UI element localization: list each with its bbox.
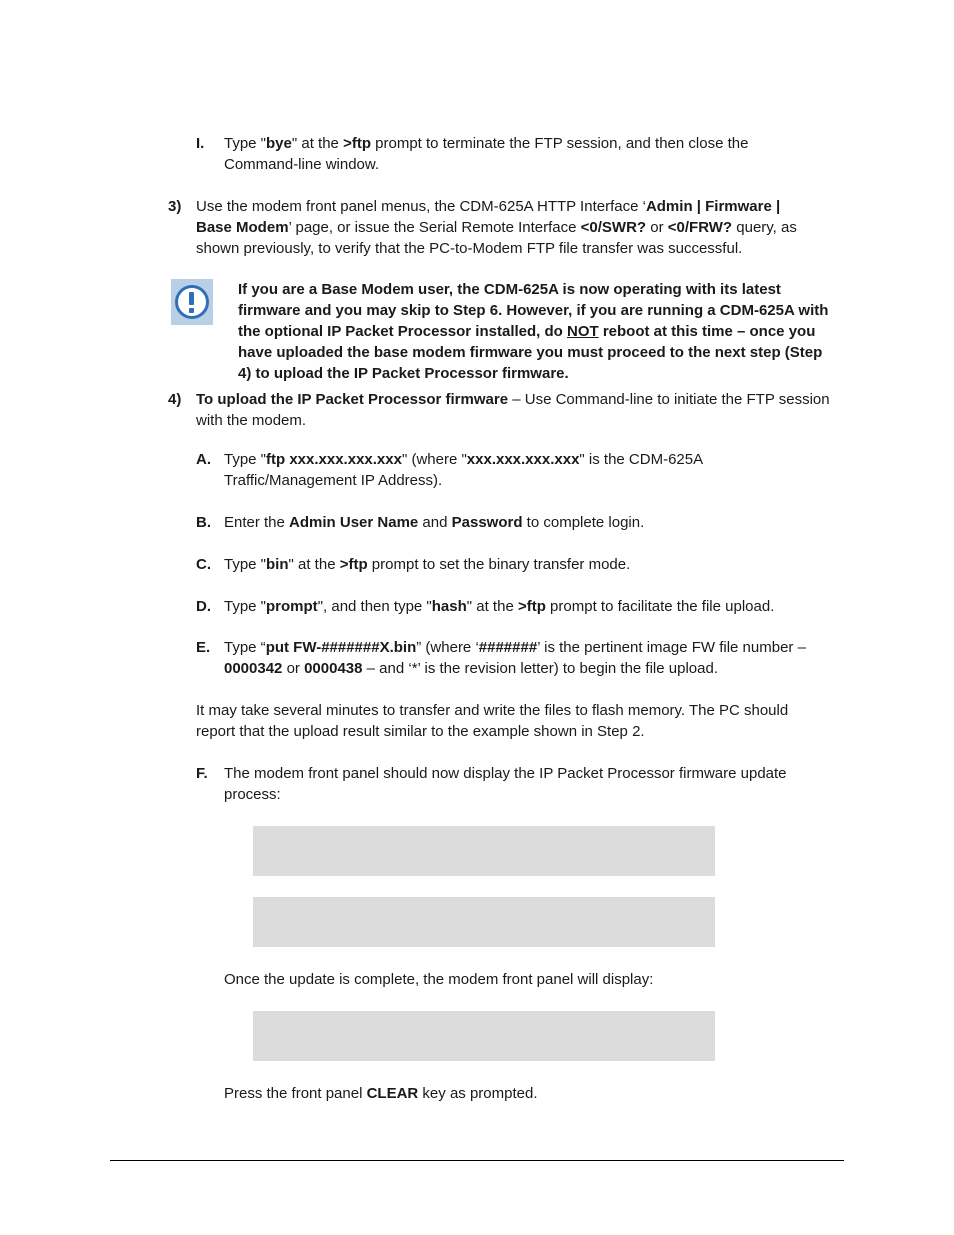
step-c-label: C. bbox=[196, 556, 211, 573]
step-i-text: Type "bye" at the >ftp prompt to terminate the FTP session, and then close the Command-line window. bbox=[224, 135, 749, 173]
step-3-label: 3) bbox=[168, 198, 182, 215]
step-c-text: Type "bin" at the >ftp prompt to set the binary transfer mode. bbox=[224, 556, 631, 573]
step-e-label: E. bbox=[196, 639, 211, 656]
step-f-label: F. bbox=[196, 765, 208, 782]
step-d-text: Type "prompt", and then type "hash" at the >ftp prompt to facilitate the file upload. bbox=[224, 598, 775, 615]
step-a-text: Type "ftp xxx.xxx.xxx.xxx" (where "xxx.xxx.xxx.xxx" is the CDM-625A Traffic/Management IP Address). bbox=[224, 451, 704, 489]
step-i-label: I. bbox=[196, 135, 205, 152]
step-a-label: A. bbox=[196, 451, 211, 468]
transfer-paragraph: It may take several minutes to transfer and write the files to flash memory. The PC should report that the upload result similar to the example shown in Step 2. bbox=[196, 702, 789, 740]
note-text: If you are a Base Modem user, the CDM-625A is now operating with its latest firmware and you may skip to Step 6. However, if you are running a CDM-625A with the optional IP Packet Processor installed, do NOT reboot at this time – once you have uploaded the base modem firmware you must proceed to the next step (Step 4) to upload the IP Packet Processor firmware. bbox=[238, 281, 829, 382]
step-3-text: Use the modem front panel menus, the CDM-625A HTTP Interface ‘Admin | Firmware | Base Modem’ page, or issue the Serial Remote Interface <0/SWR? or <0/FRW? query, as shown previously, to verify that the PC-to-Modem FTP file transfer was successful. bbox=[196, 198, 797, 257]
front-panel-display-3 bbox=[253, 1011, 715, 1061]
front-panel-display-1 bbox=[253, 826, 715, 876]
footer-rule bbox=[110, 1160, 844, 1161]
step-b-text: Enter the Admin User Name and Password to complete login. bbox=[224, 514, 645, 531]
step-f-text: The modem front panel should now display the IP Packet Processor firmware update process: bbox=[224, 765, 787, 803]
step-b-label: B. bbox=[196, 514, 211, 531]
step-4-label: 4) bbox=[168, 391, 182, 408]
exclamation-circle-icon bbox=[171, 279, 213, 325]
step-d-label: D. bbox=[196, 598, 211, 615]
clear-paragraph: Press the front panel CLEAR key as prompted. bbox=[224, 1085, 538, 1102]
complete-paragraph: Once the update is complete, the modem front panel will display: bbox=[224, 971, 654, 988]
step-e-text: Type “put FW-#######X.bin” (where ‘#######’ is the pertinent image FW file number – 0000342 or 0000438 – and ‘*’ is the revision letter) to begin the file upload. bbox=[224, 639, 806, 677]
front-panel-display-2 bbox=[253, 897, 715, 947]
step-4-text: To upload the IP Packet Processor firmware – Use Command-line to initiate the FTP session with the modem. bbox=[196, 391, 830, 429]
